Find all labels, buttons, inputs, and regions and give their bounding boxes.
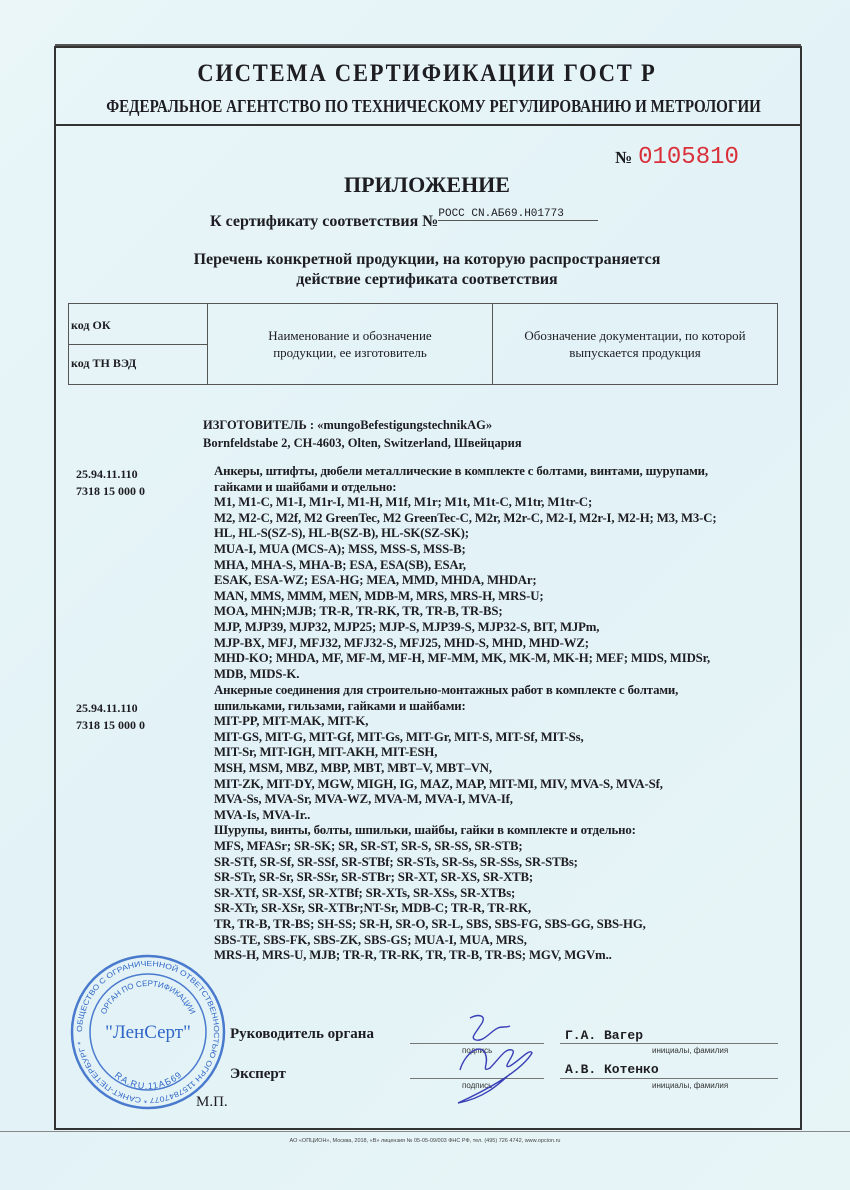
product-line: MSH, MSM, MBZ, MBP, MBT, MBT–V, MBT–VN, (214, 760, 492, 775)
expert-sign-caption: подпись (462, 1081, 493, 1090)
form-number-value: 0105810 (638, 144, 739, 171)
stamp-inner-text: ОРГАН ПО СЕРТИФИКАЦИИ (98, 978, 198, 1016)
product-line: SR-XTf, SR-XSf, SR-XTBf; SR-XTs, SR-XSs, SR-XTBs; (214, 885, 516, 900)
code-ok: 25.94.11.110 (76, 701, 138, 715)
svg-text:RA.RU.11АБ69 (113, 1070, 183, 1091)
code-column-header (69, 304, 208, 384)
certificate-label: К сертификату соответствия № (210, 213, 439, 230)
product-line: MAN, MMS, MMM, MEN, MDB-M, MRS, MRS-H, MRS-U; (214, 588, 544, 603)
expert-role-label: Эксперт (230, 1066, 286, 1082)
expert-name-caption: инициалы, фамилия (652, 1081, 729, 1090)
product-line: MJP, MJP39, MJP32, MJP25; MJP-S, MJP39-S, MJP32-S, BIT, MJPm, (214, 619, 600, 634)
product-line: MVA-Is, MVA-Ir.. (214, 807, 311, 822)
form-number (615, 144, 739, 171)
code-tn-header: код ТН ВЭД (71, 356, 137, 370)
code-tn: 7318 15 000 0 (76, 717, 145, 732)
product-line: MJP-BX, MFJ, MFJ32, MFJ32-S, MFJ25, MHD-S, MHD, MHD-WZ; (214, 635, 589, 650)
table-header (68, 303, 778, 385)
list-title-line: действие сертификата соответствия (296, 271, 558, 288)
product-line: MIT-ZK, MIT-DY, MGW, MIGH, IG, MAZ, MAP, MIT-MI, MIV, MVA-S, MVA-Sf, (214, 776, 663, 791)
expert-signature (458, 1049, 532, 1103)
product-line: MHD-KO; MHDA, MF, MF-M, MF-H, MF-MM, MK, MK-M, MK-H; MEF; MIDS, MIDSr, (214, 651, 711, 666)
product-line: HL, HL-S(SZ-S), HL-B(SZ-B), HL-SK(SZ-SK); (214, 526, 469, 541)
product-line: шпильками, гильзами, гайками и шайбами: (214, 698, 466, 713)
head-signature (470, 1016, 510, 1041)
agency-title: ФЕДЕРАЛЬНОЕ АГЕНТСТВО ПО ТЕХНИЧЕСКОМУ РЕГУЛИРОВАНИЮ И МЕТРОЛОГИИ (106, 96, 761, 116)
certification-stamp (68, 952, 228, 1112)
group-1-codes (76, 466, 145, 499)
footer-divider (0, 1131, 850, 1132)
name-header-text: Наименование и обозначение продукции, ее изготовитель (268, 328, 432, 360)
product-line: MIT-GS, MIT-G, MIT-Gf, MIT-Gs, MIT-Gr, MIT-S, MIT-Sf, MIT-Ss, (214, 729, 584, 744)
product-line: Анкеры, штифты, дюбели металлические в комплекте с болтами, винтами, шурупами, (214, 464, 708, 478)
product-line: MHA, MHA-S, MHA-B; ESA, ESA(SB), ESAr, (214, 557, 466, 572)
stamp-ring-text: ОБЩЕСТВО С ОГРАНИЧЕННОЙ ОТВЕТСТВЕННОСТЬЮ ОГРН 1157847077 * САНКТ-ПЕТЕРБУРГ * (74, 958, 222, 1106)
head-sign-caption: подпись (462, 1046, 493, 1055)
product-line: MRS-H, MRS-U, MJB; TR-R, TR-RK, TR, TR-B, TR-BS; MGV, MGVm.. (214, 948, 612, 963)
product-line: MUA-I, MUA (MCS-A); MSS, MSS-S, MSS-B; (214, 541, 466, 556)
product-line: ESAK, ESA-WZ; ESA-HG; MEA, MMD, MHDA, MHDAr; (214, 573, 537, 588)
list-title (54, 250, 800, 290)
certificate-reference (210, 208, 598, 231)
handwritten-signatures (440, 1008, 560, 1108)
product-line: M1, M1-C, M1-I, M1r-I, M1-H, M1f, M1r; M1t, M1t-C, M1tr, M1tr-C; (214, 495, 593, 510)
product-line: MOA, MHN;MJB; TR-R, TR-RK, TR, TR-B, TR-BS; (214, 604, 503, 619)
product-line: Шурупы, винты, болты, шпильки, шайбы, гайки в комплекте и отдельно: (214, 823, 636, 838)
system-title: СИСТЕМА СЕРТИФИКАЦИИ ГОСТ Р (197, 60, 657, 87)
product-line: SR-STr, SR-Sr, SR-SSr, SR-STBr; SR-XT, SR-XS, SR-XTB; (214, 870, 534, 885)
form-number-label: № (615, 148, 633, 167)
group-2-products (214, 683, 678, 964)
head-name: Г.А. Вагер (565, 1028, 644, 1043)
product-line: гайками и шайбами и отдельно: (214, 479, 397, 494)
docs-header-text: Обозначение документации, по которой выпускается продукция (524, 328, 746, 360)
product-line: MDB, MIDS-K. (214, 666, 300, 681)
list-title-line: Перечень конкретной продукции, на которую распространяется (193, 251, 661, 268)
code-ok: 25.94.11.110 (76, 467, 138, 481)
printer-footer: АО «ОПЦИОН», Москва, 2018, «В» лицензия № 05-05-09/003 ФНС РФ, тел. (495) 726 4742, www.opcion.ru (289, 1138, 561, 1144)
head-name-caption: инициалы, фамилия (652, 1046, 729, 1055)
certificate-number: РОСС CN.АБ69.Н01773 (438, 208, 598, 221)
product-line: MVA-Ss, MVA-Sr, MVA-WZ, MVA-M, MVA-I, MVA-If, (214, 792, 513, 807)
product-line: MIT-PP, MIT-MAK, MIT-K, (214, 714, 369, 729)
code-divider (69, 344, 207, 345)
page-title: ПРИЛОЖЕНИЕ (344, 172, 510, 197)
product-line: SR-STf, SR-Sf, SR-SSf, SR-STBf; SR-STs, SR-Ss, SR-SSs, SR-STBs; (214, 854, 578, 869)
stamp-reg-text: RA.RU.11АБ69 (112, 1069, 184, 1092)
header-divider (54, 124, 800, 126)
product-line: TR, TR-B, TR-BS; SH-SS; SR-H, SR-O, SR-L, SBS, SBS-FG, SBS-GG, SBS-HG, (214, 916, 646, 931)
expert-name-line (560, 1078, 778, 1079)
expert-name: А.В. Котенко (565, 1062, 659, 1077)
product-line: Анкерные соединения для строительно-монтажных работ в комплекте с болтами, (214, 683, 679, 697)
manufacturer-address: Bornfeldstabe 2, CH-4603, Olten, Switzerland, Швейцария (203, 436, 522, 450)
head-name-line (560, 1043, 778, 1044)
manufacturer-name: ИЗГОТОВИТЕЛЬ : «mungoBefestigungstechnikAG» (203, 418, 493, 432)
code-tn: 7318 15 000 0 (76, 483, 145, 498)
product-line: MFS, MFASr; SR-SK; SR, SR-ST, SR-S, SR-SS, SR-STB; (214, 838, 523, 853)
product-line: SR-XTr, SR-XSr, SR-XTBr;NT-Sr, MDB-C; TR-R, TR-RK, (214, 901, 531, 916)
stamp-center-text: "ЛенСерт" (105, 1022, 191, 1043)
docs-column-header (493, 304, 777, 384)
head-role-label: Руководитель органа (230, 1026, 374, 1042)
product-line: M2, M2-C, M2f, M2 GreenTec, M2 GreenTec-C, M2r, M2r-C, M2-I, M2r-I, M2-H; M3, M3-C; (214, 510, 717, 525)
group-1-products (214, 464, 716, 682)
name-column-header (208, 304, 493, 384)
code-ok-header: код ОК (71, 318, 111, 332)
seal-place-label: М.П. (196, 1094, 228, 1110)
product-line: MIT-Sr, MIT-IGH, MIT-AKH, MIT-ESH, (214, 745, 438, 760)
product-line: SBS-TE, SBS-FK, SBS-ZK, SBS-GS; MUA-I, MUA, MRS, (214, 932, 527, 947)
group-2-codes (76, 700, 145, 733)
